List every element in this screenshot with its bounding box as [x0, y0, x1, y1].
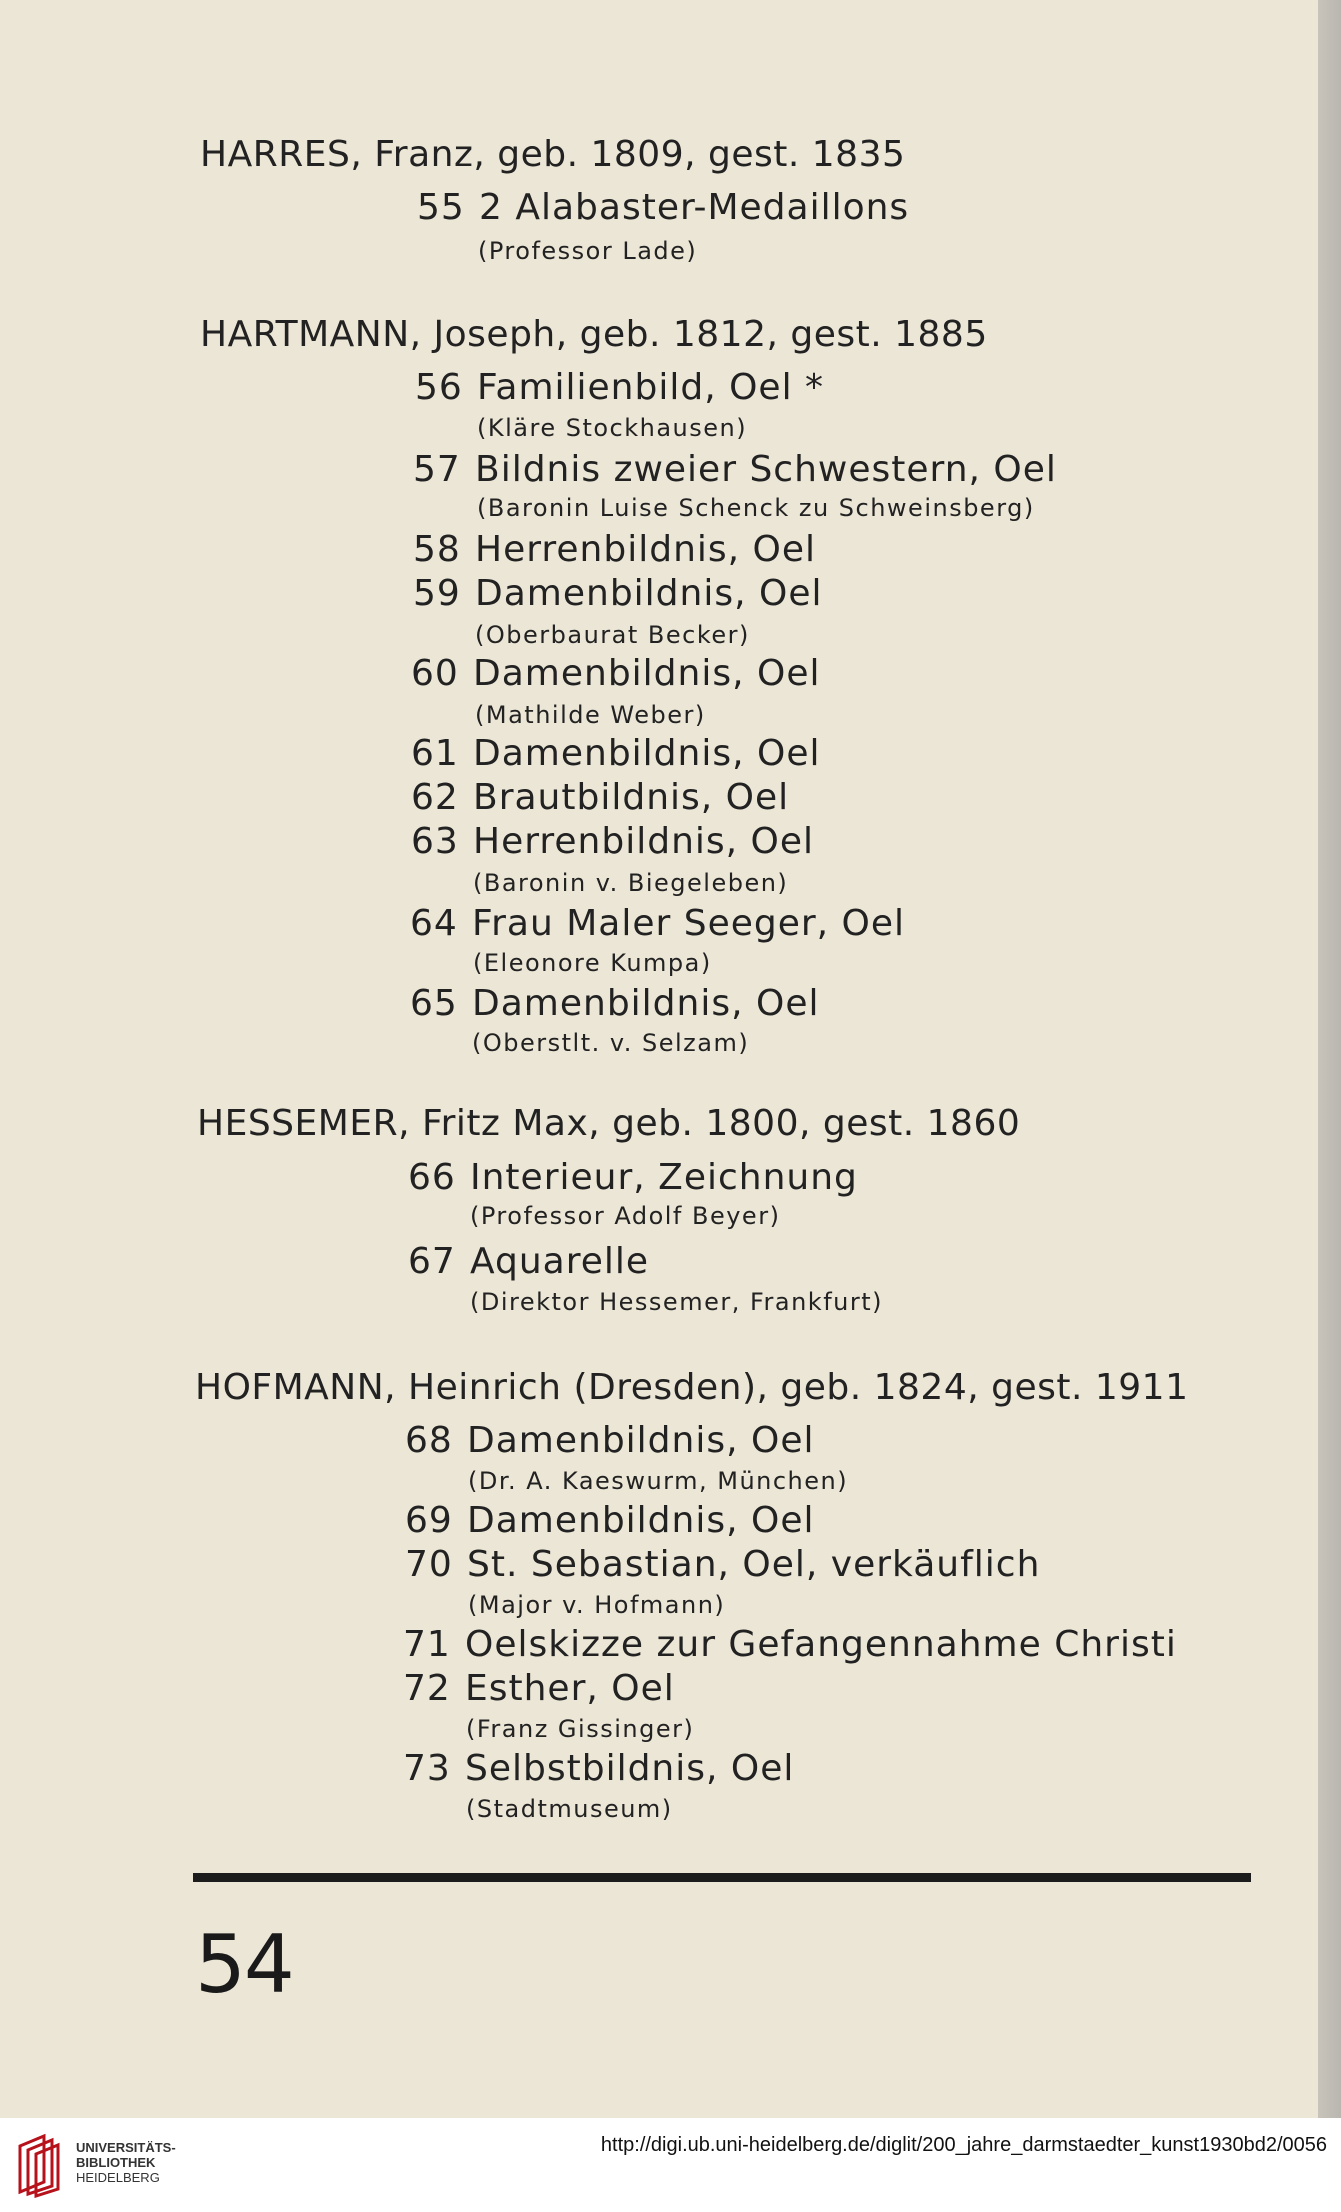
lender-note: (Dr. A. Kaeswurm, München) — [468, 1467, 849, 1495]
lender-note: (Baronin v. Biegeleben) — [473, 869, 789, 897]
catalog-entry: 63 Herrenbildnis, Oel — [411, 821, 815, 862]
library-name: UNIVERSITÄTS- BIBLIOTHEK HEIDELBERG — [76, 2140, 176, 2185]
lender-note: (Major v. Hofmann) — [468, 1591, 726, 1619]
page-edge — [1318, 0, 1341, 2118]
catalog-entry: 60 Damenbildnis, Oel — [411, 653, 821, 694]
catalog-entry: 70 St. Sebastian, Oel, verkäuflich — [405, 1544, 1041, 1585]
page-rule — [193, 1873, 1251, 1882]
lender-note: (Mathilde Weber) — [475, 701, 706, 729]
catalog-entry: 57 Bildnis zweier Schwestern, Oel — [413, 449, 1057, 490]
lender-note: (Kläre Stockhausen) — [477, 414, 748, 442]
lender-note: (Oberbaurat Becker) — [475, 621, 750, 649]
library-logo-icon — [14, 2132, 62, 2198]
lender-note: (Professor Adolf Beyer) — [470, 1202, 781, 1230]
lender-note: (Baronin Luise Schenck zu Schweinsberg) — [477, 494, 1035, 522]
lender-note: (Eleonore Kumpa) — [473, 949, 712, 977]
catalog-entry: 71 Oelskizze zur Gefangennahme Christi — [403, 1624, 1177, 1665]
catalog-entry: 66 Interieur, Zeichnung — [408, 1157, 858, 1198]
artist-heading: HOFMANN, Heinrich (Dresden), geb. 1824, gest. 1911 — [195, 1367, 1189, 1408]
lender-note: (Direktor Hessemer, Frankfurt) — [470, 1288, 884, 1316]
lender-note: (Professor Lade) — [478, 237, 698, 265]
catalog-entry: 59 Damenbildnis, Oel — [413, 573, 823, 614]
lender-note: (Stadtmuseum) — [466, 1795, 673, 1823]
catalog-entry: 65 Damenbildnis, Oel — [410, 983, 820, 1024]
catalog-entry: 62 Brautbildnis, Oel — [411, 777, 790, 818]
catalog-entry: 72 Esther, Oel — [403, 1668, 675, 1709]
catalog-entry: 73 Selbstbildnis, Oel — [403, 1748, 795, 1789]
lender-note: (Oberstlt. v. Selzam) — [472, 1029, 750, 1057]
catalog-entry: 67 Aquarelle — [408, 1241, 650, 1282]
source-url-link[interactable]: http://digi.ub.uni-heidelberg.de/diglit/200_jahre_darmstaedter_kunst1930bd2/0056 — [600, 2134, 1327, 2156]
catalog-entry: 56 Familienbild, Oel * — [415, 367, 825, 408]
catalog-entry: 61 Damenbildnis, Oel — [411, 733, 821, 774]
catalog-entry: 64 Frau Maler Seeger, Oel — [410, 903, 906, 944]
artist-heading: HESSEMER, Fritz Max, geb. 1800, gest. 1860 — [197, 1103, 1021, 1144]
catalog-entry: 58 Herrenbildnis, Oel — [413, 529, 817, 570]
artist-heading: HARTMANN, Joseph, geb. 1812, gest. 1885 — [200, 314, 988, 355]
page-number: 54 — [195, 1918, 293, 2011]
catalog-entry: 68 Damenbildnis, Oel — [405, 1420, 815, 1461]
catalog-entry: 55 2 Alabaster-Medaillons — [417, 187, 910, 228]
digitization-footer — [0, 2118, 1341, 2212]
lender-note: (Franz Gissinger) — [466, 1715, 695, 1743]
artist-heading: HARRES, Franz, geb. 1809, gest. 1835 — [200, 134, 906, 175]
catalog-entry: 69 Damenbildnis, Oel — [405, 1500, 815, 1541]
